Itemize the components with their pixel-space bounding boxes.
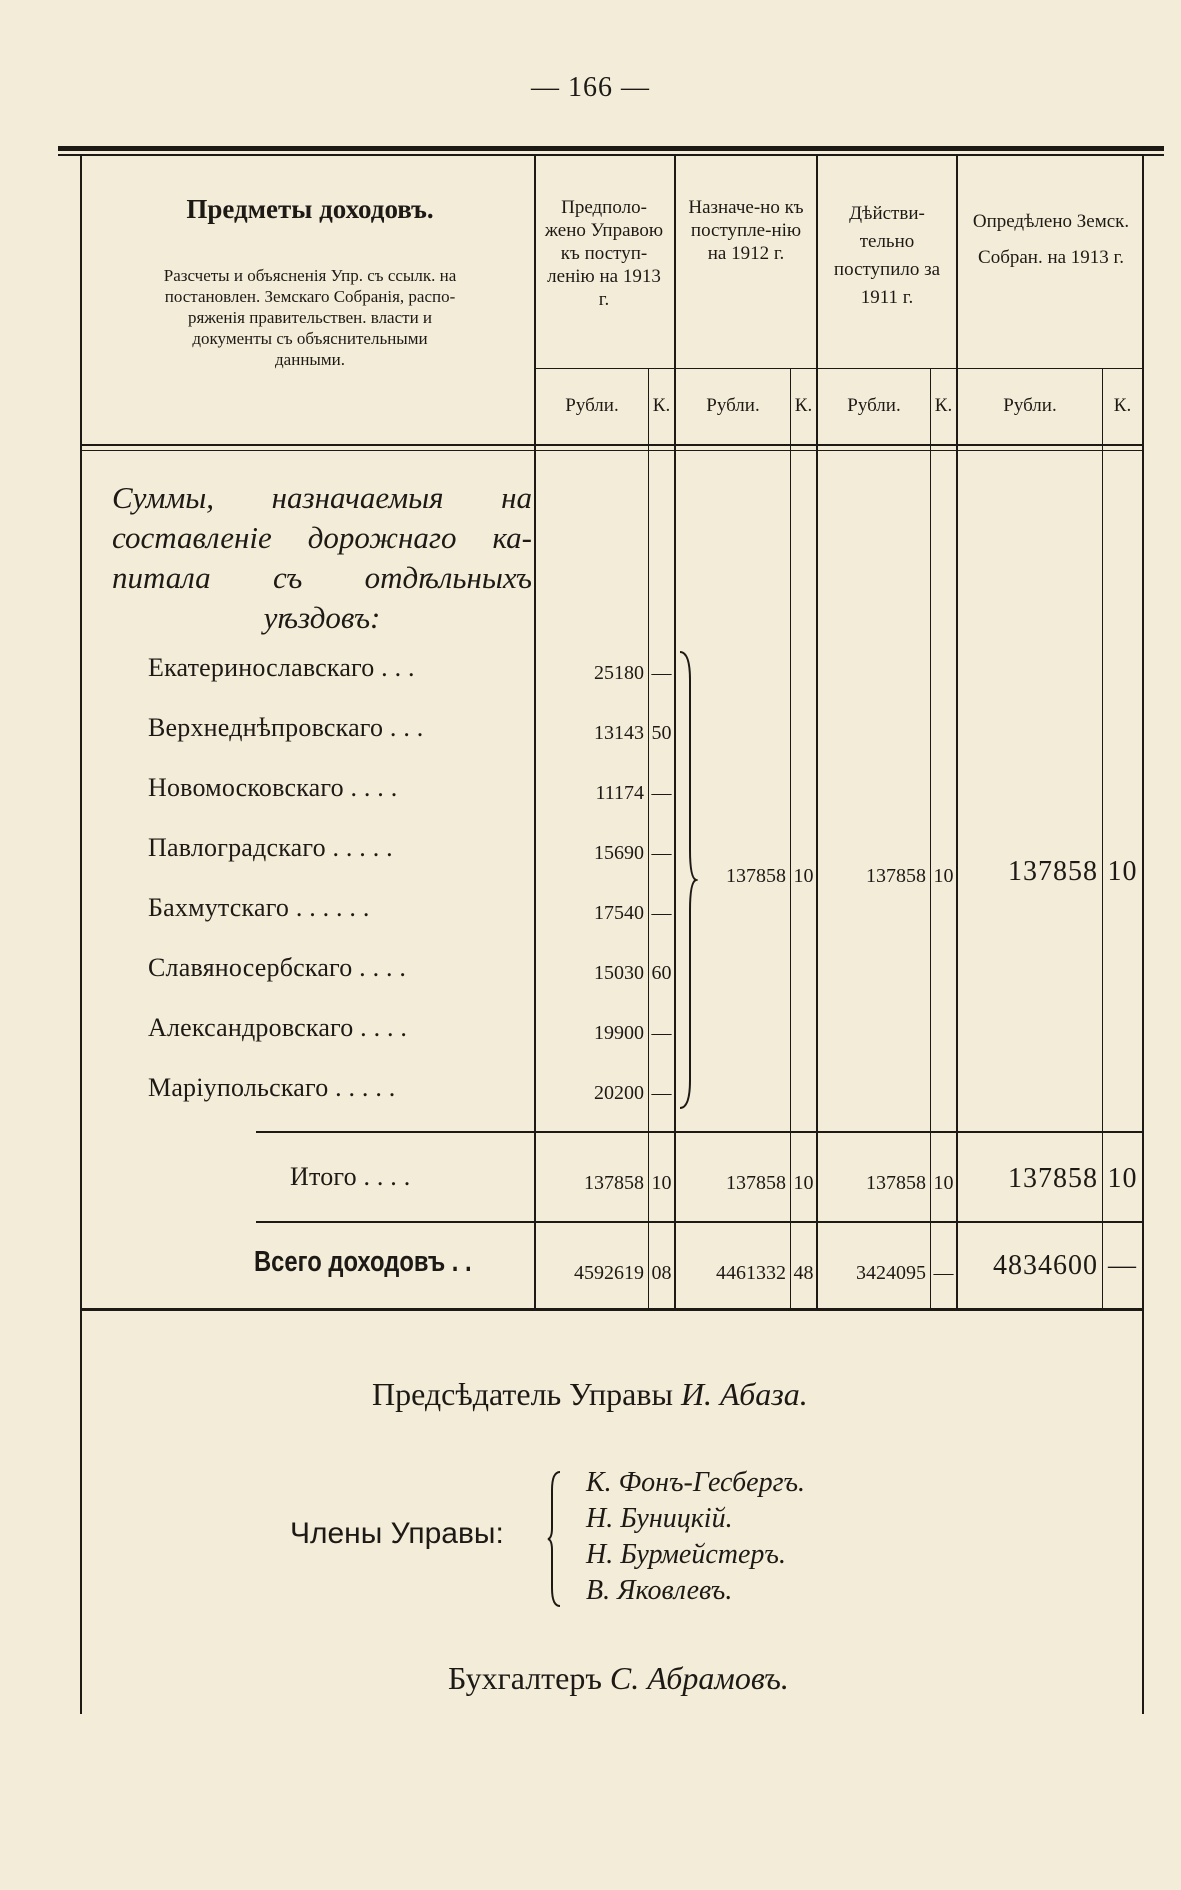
row-label-4: Павлоградскаго . . . . . — [148, 833, 393, 862]
itogo-c2-kop: 10 — [651, 1172, 672, 1194]
row-6-kop: 60 — [651, 962, 672, 984]
member-1: К. Фонъ-Гесбергъ. — [586, 1467, 806, 1498]
itogo-c4-rub: 137858 — [866, 1172, 926, 1194]
group-col3-rub: 137858 — [726, 865, 786, 887]
group-col4-rub: 137858 — [866, 865, 926, 887]
members-title: Члены Управы: — [290, 1517, 504, 1550]
section-title: Суммы, назначаемыя на составленіе дорожнаго ка-питала съ отдѣльныхъ уѣздовъ: — [112, 480, 532, 635]
itogo-c3-rub: 137858 — [726, 1172, 786, 1194]
row-4-kop: — — [651, 842, 672, 864]
member-3: Н. Бурмейстеръ. — [586, 1539, 786, 1570]
unit-kop-c5: К. — [1113, 395, 1132, 416]
vsego-c5-rub: 4834600 — [993, 1250, 1098, 1281]
row-label-5: Бахмутскаго . . . . . . — [148, 893, 370, 922]
row-label-1: Екатеринославскаго . . . — [148, 653, 415, 682]
row-3-kop: — — [651, 782, 672, 804]
row-label-6: Славяносербскаго . . . . — [148, 953, 407, 982]
vsego-c3-kop: 48 — [793, 1262, 814, 1284]
left-border — [80, 154, 82, 1714]
chairman-block — [372, 1376, 808, 1413]
itogo-c5-rub: 137858 — [1008, 1163, 1098, 1194]
vsego-c2-rub: 4592619 — [574, 1262, 644, 1284]
col-proposed-1913-header: Предполо-жено Управою къ поступ-ленію на 1913 г. — [544, 197, 664, 310]
unit-kop-c3: К. — [794, 395, 813, 416]
itogo-c5-kop: 10 — [1107, 1163, 1138, 1194]
col-actual-1911-header: Дѣйстви-тельно поступило за 1911 г. — [833, 203, 941, 308]
unit-rub-c5: Рубли. — [1003, 395, 1057, 416]
group-col4-kop: 10 — [933, 865, 954, 887]
row-label-8: Маріупольскаго . . . . . — [148, 1073, 396, 1102]
row-label-3: Новомосковскаго . . . . — [148, 773, 398, 802]
row-8-kop: — — [651, 1082, 672, 1104]
row-label-2: Верхнеднѣпровскаго . . . — [148, 713, 424, 742]
row-7-kop: — — [651, 1022, 672, 1044]
right-border — [1142, 154, 1144, 1714]
group-col5-rub: 137858 — [1008, 856, 1098, 887]
itogo-c4-kop: 10 — [933, 1172, 954, 1194]
unit-rub-c2: Рубли. — [565, 395, 619, 416]
vsego-c5-kop: — — [1108, 1250, 1137, 1281]
unit-rub-c3: Рубли. — [706, 395, 760, 416]
unit-kop-c2: К. — [652, 395, 671, 416]
top-rule — [58, 146, 1164, 151]
subject-column-title: Предметы доходовъ. — [186, 194, 434, 224]
col-assigned-1912-header: Назначе-но къ поступле-нію на 1912 г. — [688, 197, 804, 264]
page-number: — 166 — — [531, 72, 650, 103]
vsego-c3-rub: 4461332 — [716, 1262, 786, 1284]
accountant-title: Бухгалтеръ — [448, 1660, 602, 1696]
group-col5-kop: 10 — [1107, 856, 1138, 887]
itogo-label: Итого . . . . — [290, 1162, 411, 1191]
vsego-c4-rub: 3424095 — [856, 1262, 926, 1284]
vsego-label: Всего доходовъ . . — [254, 1246, 472, 1278]
row-7-rub: 19900 — [594, 1022, 644, 1044]
vsego-c4-kop: — — [933, 1262, 954, 1284]
member-4: В. Яковлевъ. — [586, 1575, 733, 1606]
subject-column-description: Разсчеты и объясненія Упр. съ ссылк. на постановлен. Земскаго Собранія, распо-ряженія правительствен. власти и документы съ объяснительными данными. — [163, 266, 457, 369]
row-1-rub: 25180 — [594, 662, 644, 684]
row-2-kop: 50 — [651, 722, 672, 744]
accountant-block — [448, 1660, 789, 1697]
row-3-rub: 11174 — [595, 782, 644, 804]
row-5-kop: — — [651, 902, 672, 924]
row-label-7: Александровскаго . . . . — [148, 1013, 408, 1042]
col-determined-1913-header: Опредѣлено Земск. Собран. на 1913 г. — [972, 211, 1130, 268]
row-5-rub: 17540 — [594, 902, 644, 924]
chairman-title: Предсѣдатель Управы — [372, 1376, 673, 1412]
itogo-c2-rub: 137858 — [584, 1172, 644, 1194]
itogo-c3-kop: 10 — [793, 1172, 814, 1194]
unit-rub-c4: Рубли. — [847, 395, 901, 416]
row-2-rub: 13143 — [594, 722, 644, 744]
row-4-rub: 15690 — [594, 842, 644, 864]
unit-kop-c4: К. — [934, 395, 953, 416]
vsego-c2-kop: 08 — [651, 1262, 672, 1284]
chairman-name: И. Абаза. — [680, 1376, 808, 1412]
group-col3-kop: 10 — [793, 865, 814, 887]
row-6-rub: 15030 — [594, 962, 644, 984]
member-2: Н. Буницкій. — [586, 1503, 733, 1534]
members-bracket — [546, 1470, 564, 1608]
row-8-rub: 20200 — [594, 1082, 644, 1104]
accountant-name: С. Абрамовъ. — [609, 1660, 789, 1696]
row-1-kop: — — [651, 662, 672, 684]
